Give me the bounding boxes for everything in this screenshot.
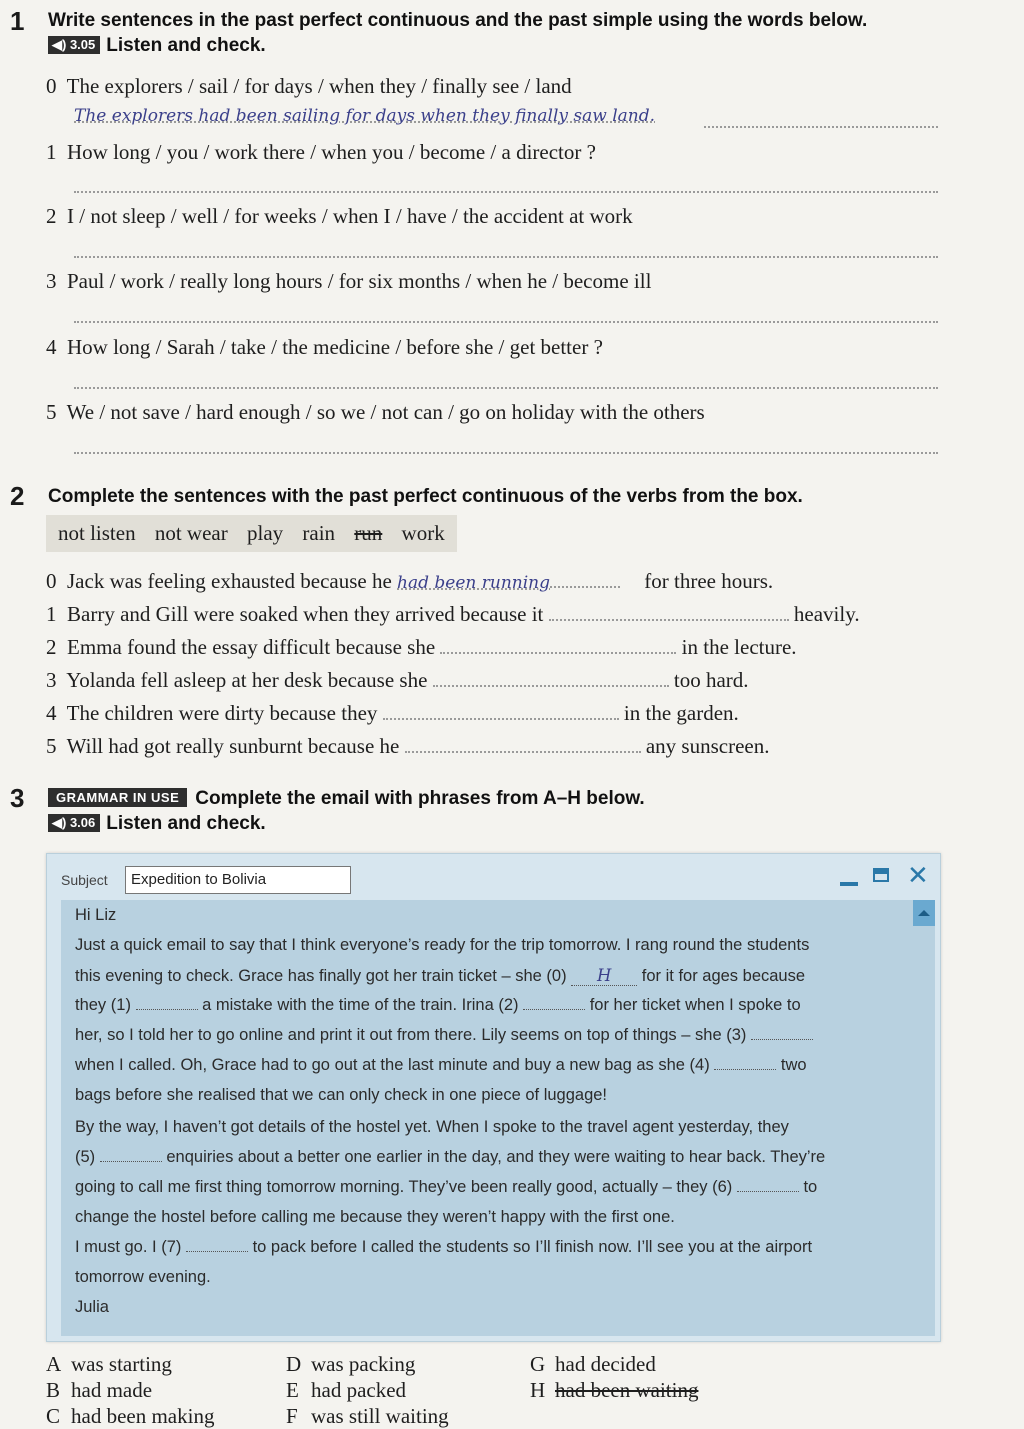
email-gap-6[interactable] xyxy=(737,1191,799,1192)
email-line: bags before she realised that we can only check in one piece of luggage! xyxy=(75,1086,608,1104)
exercise-3-number: 3 xyxy=(10,783,25,813)
email-gap-1[interactable] xyxy=(136,1009,198,1010)
email-line: I must go. I (7) to pack before I called the students so I’ll finish now. I’ll see you at the airport xyxy=(75,1238,813,1256)
scroll-up-arrow-icon xyxy=(918,910,930,916)
minimize-icon[interactable] xyxy=(840,882,858,886)
email-text xyxy=(75,900,905,1330)
ex1-item-0: 0 The explorers / sail / for days / when they / finally see / land xyxy=(46,74,572,98)
email-gap-7[interactable] xyxy=(186,1251,248,1252)
email-gap-4[interactable] xyxy=(714,1069,776,1070)
ex2-item-0-answer: had been running xyxy=(397,569,639,594)
ex1-item-4: 4 How long / Sarah / take / the medicine / before she / get better ? xyxy=(46,335,603,359)
email-gap-3[interactable] xyxy=(751,1039,813,1040)
maximize-icon[interactable] xyxy=(873,868,889,882)
email-line: her, so I told her to go online and print it out from there. Lily seems on top of things – she (3) xyxy=(75,1026,813,1045)
grammar-in-use-badge: GRAMMAR IN USE xyxy=(48,788,187,807)
audio-track-badge[interactable]: ◀) 3.06 xyxy=(48,814,100,832)
option-h-crossed: H had been waiting xyxy=(530,1378,699,1402)
email-line: tomorrow evening. xyxy=(75,1268,211,1286)
exercise-1-audio xyxy=(48,35,266,57)
ex2-item-0: 0 Jack was feeling exhausted because he had been running for three hours. xyxy=(46,569,774,593)
ex1-item-4-answer-line[interactable] xyxy=(74,387,938,389)
option-e: E had packed xyxy=(286,1378,407,1402)
option-c: C had been making xyxy=(46,1404,215,1428)
email-signature: Julia xyxy=(75,1298,109,1316)
ex2-item-4: 4 The children were dirty because they in the garden. xyxy=(46,701,739,725)
exercise-1-number: 1 xyxy=(10,6,25,36)
exercise-1-instruction: Write sentences in the past perfect continuous and the past simple using the words below. xyxy=(48,10,868,31)
ex1-item-5: 5 We / not save / hard enough / so we / not can / go on holiday with the others xyxy=(46,400,705,424)
email-line: Just a quick email to say that I think everyone’s ready for the trip tomorrow. I rang round the students xyxy=(75,936,810,954)
option-g: G had decided xyxy=(530,1352,656,1376)
email-gap-2[interactable] xyxy=(523,1009,585,1010)
verb-play: play xyxy=(246,521,284,545)
exercise-3-audio xyxy=(48,813,266,835)
ex2-item-2: 2 Emma found the essay difficult because she in the lecture. xyxy=(46,635,797,659)
option-d: D was packing xyxy=(286,1352,416,1376)
verb-work: work xyxy=(401,521,445,545)
close-icon[interactable]: ✕ xyxy=(907,861,929,891)
email-window xyxy=(46,853,941,1342)
ex1-item-2: 2 I / not sleep / well / for weeks / when I / have / the accident at work xyxy=(46,204,633,228)
ex2-item-5: 5 Will had got really sunburnt because he any sunscreen. xyxy=(46,734,770,758)
exercise-2-number: 2 xyxy=(10,481,25,511)
email-line: going to call me first thing tomorrow morning. They’ve been really good, actually – they (6) to xyxy=(75,1178,818,1196)
audio-track-badge[interactable]: ◀) 3.05 xyxy=(48,36,100,54)
email-line: (5) enquiries about a better one earlier in the day, and they were waiting to hear back. They’re xyxy=(75,1148,826,1166)
email-line: this evening to check. Grace has finally got her train ticket – she (0) H for it for ages because xyxy=(75,966,806,985)
verb-run-crossed: run xyxy=(354,521,383,545)
email-gap-0-answer: H xyxy=(571,966,637,986)
verb-box xyxy=(46,515,457,552)
ex1-item-3: 3 Paul / work / really long hours / for six months / when he / become ill xyxy=(46,269,652,293)
option-f: F was still waiting xyxy=(286,1404,449,1428)
email-gap-5[interactable] xyxy=(100,1161,162,1162)
email-line: change the hostel before calling me because they weren’t happy with the first one. xyxy=(75,1208,675,1226)
ex2-item-1: 1 Barry and Gill were soaked when they arrived because it heavily. xyxy=(46,602,860,626)
audio-label: Listen and check. xyxy=(106,813,266,834)
email-greeting: Hi Liz xyxy=(75,906,117,924)
ex1-item-0-line xyxy=(704,126,938,128)
option-a: A was starting xyxy=(46,1352,172,1376)
option-b: B had made xyxy=(46,1378,153,1402)
ex2-item-4-blank[interactable] xyxy=(383,718,619,720)
email-line: when I called. Oh, Grace had to go out at the last minute and buy a new bag as she (4) two xyxy=(75,1056,807,1074)
ex2-item-3: 3 Yolanda fell asleep at her desk because she too hard. xyxy=(46,668,749,692)
subject-label: Subject xyxy=(61,872,108,888)
ex1-item-1: 1 How long / you / work there / when you / become / a director ? xyxy=(46,140,596,164)
email-body-area xyxy=(61,900,935,1336)
email-line: they (1) a mistake with the time of the train. Irina (2) for her ticket when I spoke to xyxy=(75,996,801,1014)
ex2-item-5-blank[interactable] xyxy=(405,751,641,753)
verb-rain: rain xyxy=(302,521,336,545)
ex2-item-2-blank[interactable] xyxy=(440,652,676,654)
ex1-item-0-answer: The explorers had been sailing for days when they finally saw land. xyxy=(74,106,656,126)
exercise-3-instruction: Complete the email with phrases from A–H below. xyxy=(195,788,645,809)
ex1-item-2-answer-line[interactable] xyxy=(74,256,938,258)
ex2-item-3-blank[interactable] xyxy=(433,685,669,687)
verb-not-wear: not wear xyxy=(154,521,228,545)
exercise-2-instruction: Complete the sentences with the past perfect continuous of the verbs from the box. xyxy=(48,486,803,507)
scroll-up-button[interactable] xyxy=(913,900,935,926)
verb-not-listen: not listen xyxy=(58,521,136,545)
email-line: By the way, I haven’t got details of the hostel yet. When I spoke to the travel agent yesterday, they xyxy=(75,1118,789,1136)
ex1-item-3-answer-line[interactable] xyxy=(74,321,938,323)
ex1-item-5-answer-line[interactable] xyxy=(74,452,938,454)
ex2-item-1-blank[interactable] xyxy=(549,619,789,621)
subject-field[interactable]: Expedition to Bolivia xyxy=(125,866,351,894)
ex1-item-1-answer-line[interactable] xyxy=(74,191,938,193)
exercise-3-instruction-line xyxy=(48,788,645,810)
audio-label: Listen and check. xyxy=(106,35,266,56)
